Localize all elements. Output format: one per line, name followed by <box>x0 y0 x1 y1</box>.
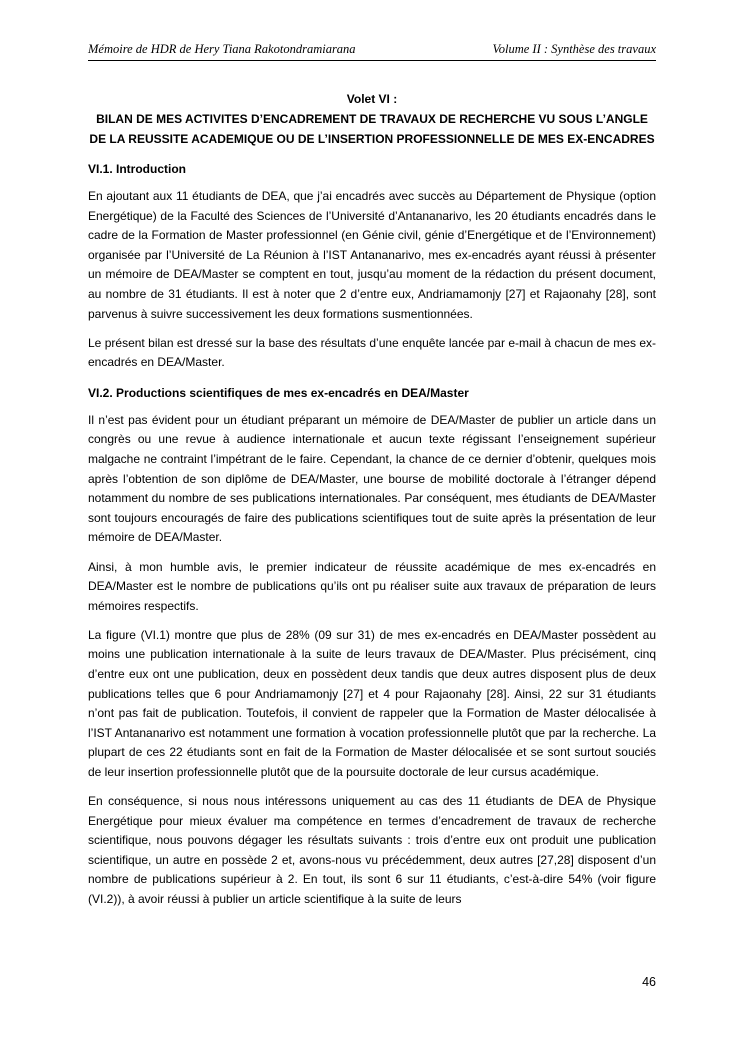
paragraph: La figure (VI.1) montre que plus de 28% (09 sur 31) de mes ex-encadrés en DEA/Master possèdent au moins une publication internationale à la suite de leurs travaux de DEA/Master. Plus précisément, cinq d’entre eux ont une publication, deux en possèdent deux tandis que deux autres disposent plus de deux publications telles que 6 pour Andriamamonjy [27] et 4 pour Rajaonahy [28]. Ainsi, 22 sur 31 étudiants n’ont pas fait de publication. Toutefois, il convient de rappeler que la Formation de Master délocalisée à l’IST Antananarivo est notamment une formation à vocation professionnelle plutôt que par la recherche. La plupart de ces 22 étudiants sont en fait de la Formation de Master délocalisée et se sont surtout souciés de leur insertion professionnelle plutôt que de la poursuite doctorale de leur cursus académique. <box>88 627 656 779</box>
page-number: 46 <box>642 975 656 989</box>
section-heading-productions: VI.2. Productions scientifiques de mes ex-encadrés en DEA/Master <box>88 385 469 400</box>
page-body <box>88 90 656 919</box>
paragraph: Il n’est pas évident pour un étudiant préparant un mémoire de DEA/Master de publier un article dans un congrès ou une revue à audience internationale et aucun texte régissant l’enseignement supérieur malgache ne contraint l’impétrant de le faire. Cependant, la chance de ce dernier d’obtenir, quelques mois après l’obtention de son diplôme de DEA/Master, une bourse de mobilité doctorale à l’étranger dépend notamment du nombre de ses publications internationales. Par conséquent, mes étudiants de DEA/Master sont toujours encouragés de faire des publications scientifiques tout de suite après la présentation de leur mémoire de DEA/Master. <box>88 412 656 545</box>
paragraph: En conséquence, si nous nous intéressons uniquement au cas des 11 étudiants de DEA de Physique Energétique pour mieux évaluer ma compétence en termes d’encadrement de travaux de recherche scientifique, nous pouvons dégager les résultats suivants : trois d’entre eux ont produit une publication scientifique, un autre en possède 2 et, avons-nous vu précédemment, deux autres [27,28] disposent d’un nombre de publications supérieur à 2. En tout, ils sont 6 sur 11 étudiants, c’est-à-dire 54% (voir figure (VI.2)), à avoir réussi à publier un article scientifique à la suite de leurs <box>88 794 656 906</box>
paragraph: Ainsi, à mon humble avis, le premier indicateur de réussite académique de mes ex-encadrés en DEA/Master est le nombre de publications qu’ils ont pu réaliser suite aux travaux de préparation de leurs mémoires respectifs. <box>88 559 656 613</box>
header-author: Mémoire de HDR de Hery Tiana Rakotondramiarana <box>88 42 356 56</box>
header-volume: Volume II : Synthèse des travaux <box>492 42 656 56</box>
paragraph: En ajoutant aux 11 étudiants de DEA, que j’ai encadrés avec succès au Département de Physique (option Energétique) de la Faculté des Sciences de l’Université d’Antananarivo, les 20 étudiants encadrés dans le cadre de la Formation de Master professionnel (en Génie civil, génie d’Energétique et de l’Environnement) organisée par l’Université de La Réunion à l’IST Antananarivo, mes ex-encadrés ayant réussi à présenter un mémoire de DEA/Master se comptent en tout, jusqu’au moment de la rédaction du présent document, au nombre de 31 étudiants. Il est à noter que 2 d’entre eux, Andriamamonjy [27] et Rajaonahy [28], sont parvenus à suivre successivement les deux formations susmentionnées. <box>88 189 656 321</box>
section-heading-introduction: VI.1. Introduction <box>88 162 186 176</box>
paragraph: Le présent bilan est dressé sur la base des résultats d’une enquête lancée par e-mail à chacun de mes ex-encadrés en DEA/Master. <box>88 335 656 370</box>
running-header <box>88 38 656 61</box>
volet-label: Volet VI : <box>346 92 398 106</box>
volet-title: BILAN DE MES ACTIVITES D’ENCADREMENT DE TRAVAUX DE RECHERCHE VU SOUS L’ANGLE DE LA REUSSITE ACADEMIQUE OU DE L’INSERTION PROFESSIONNELLE DE MES EX-ENCADRES <box>89 112 655 146</box>
